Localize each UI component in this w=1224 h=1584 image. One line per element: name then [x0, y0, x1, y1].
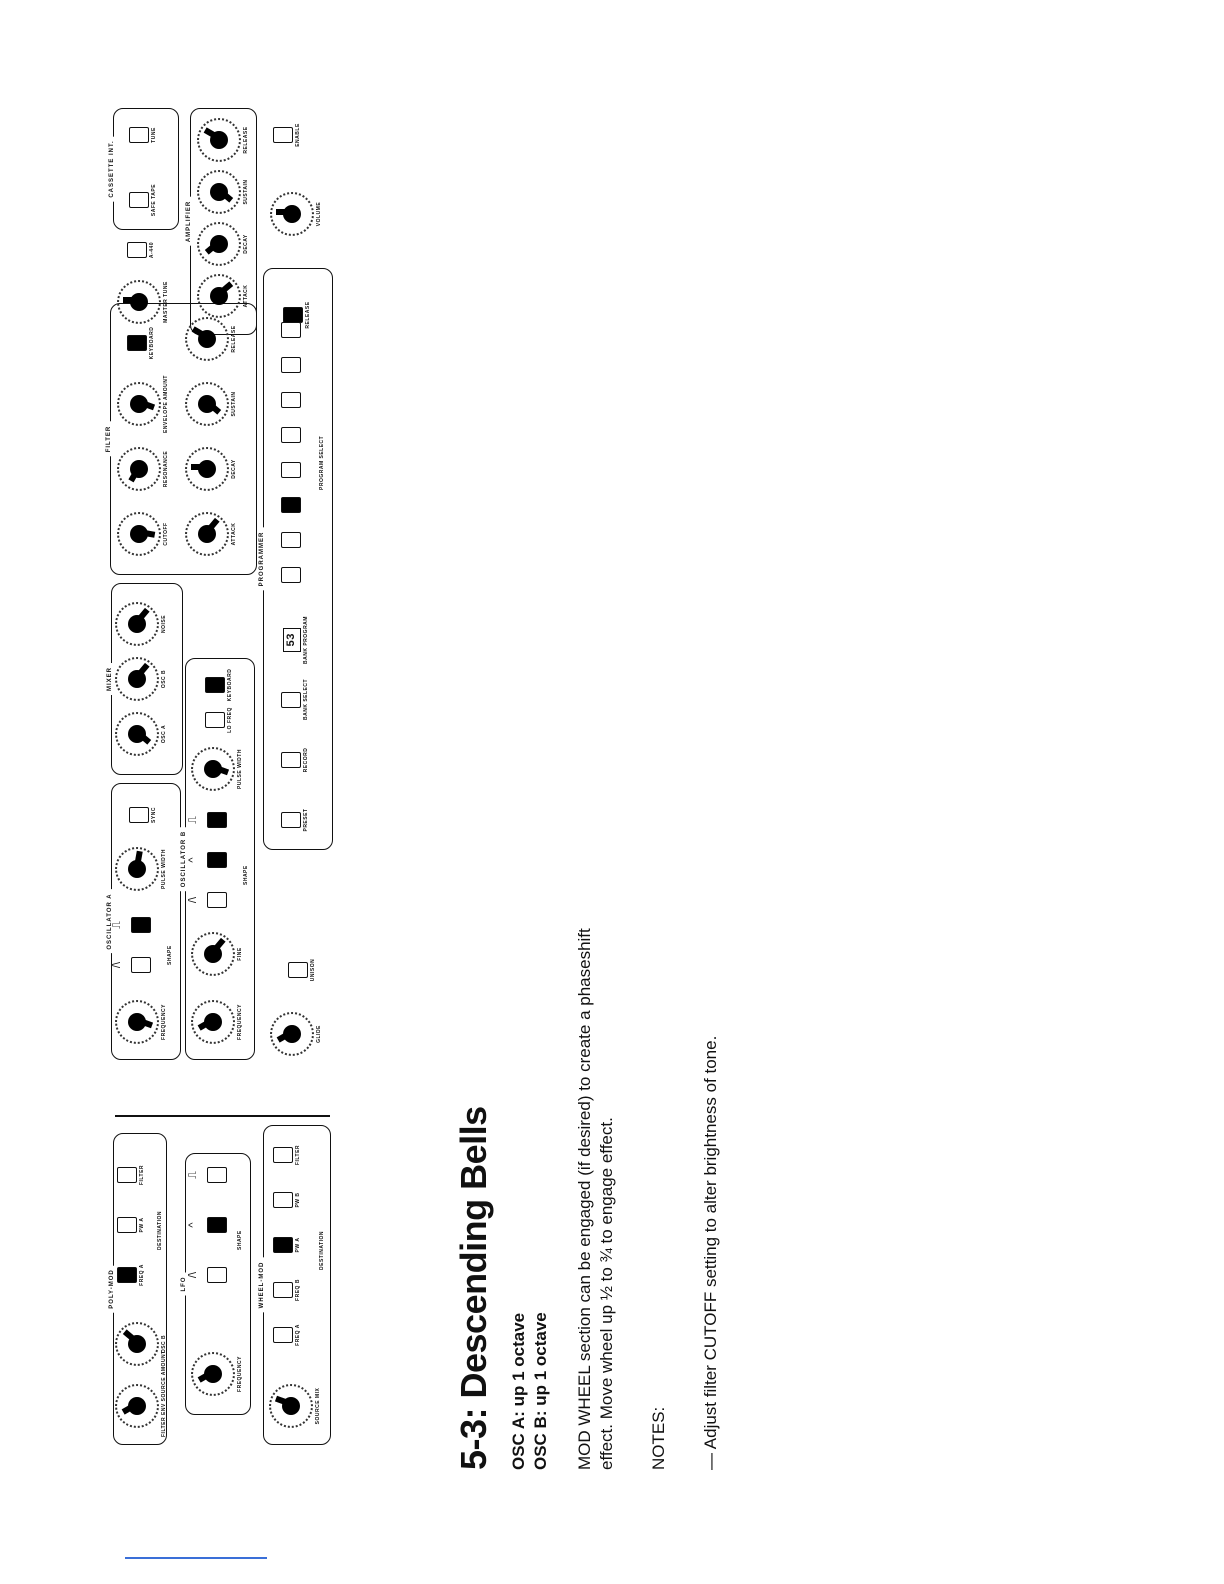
- mixer-osc-b-pointer: [135, 663, 150, 679]
- poly-mod-osc-b-label: OSC B: [161, 1334, 167, 1354]
- cassette-tune-switch[interactable]: [129, 127, 149, 143]
- unison-switch[interactable]: [288, 962, 308, 978]
- poly-mod-dest-2-label: FILTER: [139, 1164, 145, 1186]
- amplifier-title: AMPLIFIER: [184, 197, 194, 246]
- mixer-noise-knob[interactable]: [115, 602, 159, 646]
- program-select-3-control: [273, 485, 301, 525]
- lfo-shape-0-switch[interactable]: [207, 1267, 227, 1283]
- a440-control: [119, 230, 155, 270]
- osc-a-shape-pulse-control: [111, 905, 151, 945]
- poly-mod-dest-0-switch[interactable]: [117, 1267, 137, 1283]
- cassette-safe-label: SAFE TAPE: [151, 183, 157, 217]
- osc-a-shape-saw-switch[interactable]: [131, 957, 151, 973]
- record-label: RECORD: [303, 747, 309, 773]
- osc-a-sync-switch[interactable]: [129, 807, 149, 823]
- cassette-title: CASSETTE INT.: [107, 136, 117, 201]
- filter-knob-6-pointer: [192, 326, 209, 339]
- notes-header: NOTES:: [649, 1406, 668, 1470]
- wheel-mod-source-mix-control: [269, 1375, 321, 1437]
- poly-mod-osc-b-knob[interactable]: [115, 1322, 159, 1366]
- wheel-mod-dest-3-control: [265, 1180, 301, 1220]
- mixer-noise-control: [115, 593, 167, 655]
- mixer-osc-a-pointer: [135, 730, 151, 745]
- osc-b-shape-1-control: [187, 840, 227, 880]
- tune-switch-switch[interactable]: [273, 127, 293, 143]
- osc-b-lo-freq-control: [197, 700, 233, 740]
- osc-a-shape-label: SHAPE: [167, 945, 173, 965]
- poly-mod-title: POLY-MOD: [107, 1265, 117, 1312]
- amp-knob-2-knob[interactable]: [197, 170, 241, 214]
- osc-b-shape-1-switch[interactable]: [207, 852, 227, 868]
- osc-a-pulse-width-pointer: [134, 851, 143, 868]
- filter-title: FILTER: [104, 422, 114, 457]
- glide-control: [270, 1003, 322, 1065]
- paragraph-line-1: MOD WHEEL section can be engaged (if desired) to create a phaseshift: [575, 928, 594, 1470]
- volume-label: VOLUME: [316, 201, 322, 227]
- filter-knob-4-pointer: [191, 464, 207, 470]
- wheel-mod-dest-4-switch[interactable]: [273, 1147, 293, 1163]
- unison-control: [280, 950, 316, 990]
- osc-b-fine-control: [191, 923, 243, 985]
- filter-knob-4-control: [185, 438, 237, 500]
- unison-label: UNISON: [310, 958, 316, 982]
- osc-b-frequency-knob[interactable]: [191, 1000, 235, 1044]
- mixer-osc-b-label: OSC B: [161, 669, 167, 689]
- osc-b-setting: OSC B: up 1 octave: [531, 1312, 550, 1470]
- amp-knob-1-knob[interactable]: [197, 222, 241, 266]
- poly-mod-dest-0-control: [109, 1255, 145, 1295]
- lfo-frequency-control: [191, 1343, 243, 1405]
- osc-b-fine-knob[interactable]: [191, 932, 235, 976]
- preset-control: [273, 800, 309, 840]
- amp-knob-0-label: ATTACK: [243, 284, 249, 308]
- wheel-mod-source-mix-pointer: [275, 1396, 292, 1407]
- osc-b-pulse-width-control: [191, 738, 243, 800]
- filter-knob-1-pointer: [128, 466, 141, 483]
- lfo-shape-2-control: [187, 1155, 227, 1195]
- lfo-shape-0-control: [187, 1255, 227, 1295]
- osc-b-shape-label: SHAPE: [243, 865, 249, 885]
- osc-a-frequency-knob[interactable]: [115, 1000, 159, 1044]
- divider-line: [115, 1115, 330, 1117]
- preset-label: PRESET: [303, 808, 309, 832]
- wheel-mod-dest-2-control: [265, 1225, 301, 1265]
- poly-mod-dest-1-label: PW A: [139, 1217, 145, 1233]
- cassette-tune-label: TUNE: [151, 127, 157, 143]
- osc-b-keyboard-switch[interactable]: [205, 677, 225, 693]
- mixer-osc-a-label: OSC A: [161, 724, 167, 744]
- poly-mod-destination-label: DESTINATION: [157, 1210, 163, 1250]
- wheel-mod-dest-3-label: PW B: [295, 1192, 301, 1208]
- lfo-shape-0-wave-icon: /\: [187, 1271, 199, 1279]
- tune-switch-control: [265, 115, 301, 155]
- osc-b-title: OSCILLATOR B: [179, 827, 189, 891]
- record-control: [273, 740, 309, 780]
- paragraph-line-2: effect. Move wheel up ½ to ¾ to engage effect.: [597, 1117, 616, 1470]
- poly-mod-filter-env-control: [115, 1350, 167, 1437]
- section-title: 5-3: Descending Bells: [453, 1106, 494, 1470]
- osc-b-shape-1-wave-icon: ^: [187, 857, 199, 863]
- master-tune-knob[interactable]: [117, 280, 161, 324]
- lfo-shape-2-switch[interactable]: [207, 1167, 227, 1183]
- program-select-6-switch[interactable]: [281, 392, 301, 408]
- lfo-title: LFO: [179, 1273, 189, 1296]
- filter-knob-1-control: [117, 438, 169, 500]
- wheel-mod-dest-4-label: FILTER: [295, 1144, 301, 1166]
- program-select-7-control: [273, 345, 301, 385]
- poly-mod-filter-env-label: FILTER ENV SOURCE AMOUNT: [161, 1350, 167, 1437]
- wheel-mod-dest-1-label: FREQ B: [295, 1279, 301, 1301]
- release-label: RELEASE: [305, 301, 311, 329]
- release-control: [275, 295, 311, 335]
- filter-knob-2-control: [117, 373, 169, 435]
- program-display: 53: [283, 628, 301, 652]
- bank-program-label: BANK PROGRAM: [303, 616, 309, 664]
- filter-keyboard-label: KEYBOARD: [149, 326, 155, 360]
- osc-b-frequency-pointer: [198, 1017, 215, 1030]
- filter-knob-2-label: ENVELOPE AMOUNT: [163, 375, 169, 433]
- poly-mod-dest-1-control: [109, 1205, 145, 1245]
- glide-knob[interactable]: [270, 1012, 314, 1056]
- osc-b-fine-label: FINE: [237, 947, 243, 961]
- filter-knob-2-pointer: [138, 399, 155, 410]
- filter-knob-5-pointer: [205, 400, 221, 415]
- wheel-mod-title: WHEEL-MOD: [257, 1258, 267, 1313]
- program-select-6-control: [273, 380, 301, 420]
- volume-pointer: [276, 209, 292, 215]
- osc-b-shape-0-switch[interactable]: [207, 892, 227, 908]
- release-switch[interactable]: [283, 307, 303, 323]
- filter-knob-3-knob[interactable]: [185, 512, 229, 556]
- wheel-mod-source-mix-knob[interactable]: [269, 1384, 313, 1428]
- lfo-shape-1-control: [187, 1205, 227, 1245]
- a440-label: A-440: [149, 241, 155, 259]
- filter-knob-5-label: SUSTAIN: [231, 391, 237, 417]
- a440-switch[interactable]: [127, 242, 147, 258]
- osc-a-sync-label: SYNC: [151, 807, 157, 823]
- mixer-osc-a-knob[interactable]: [115, 712, 159, 756]
- osc-a-frequency-label: FREQUENCY: [161, 1004, 167, 1040]
- program-select-2-switch[interactable]: [281, 532, 301, 548]
- filter-knob-4-label: DECAY: [231, 459, 237, 479]
- osc-a-shape-saw-wave-icon: /\: [111, 961, 123, 969]
- wheel-mod-dest-1-control: [265, 1270, 301, 1310]
- amp-knob-2-pointer: [217, 188, 233, 203]
- note-item: — Adjust filter CUTOFF setting to alter brightness of tone.: [701, 1035, 720, 1470]
- osc-b-fine-pointer: [211, 938, 226, 954]
- osc-b-shape-2-switch[interactable]: [207, 812, 227, 828]
- volume-knob[interactable]: [270, 192, 314, 236]
- programmer-title: PROGRAMMER: [257, 528, 267, 591]
- poly-mod-dest-0-label: FREQ A: [139, 1264, 145, 1286]
- mixer-osc-a-control: [115, 703, 167, 765]
- osc-b-pulse-width-label: PULSE WIDTH: [237, 749, 243, 789]
- page-text-block: [452, 370, 752, 1470]
- master-tune-control: [117, 271, 169, 333]
- master-tune-label: MASTER TUNE: [163, 281, 169, 323]
- osc-a-frequency-control: [115, 991, 167, 1053]
- mixer-osc-b-knob[interactable]: [115, 657, 159, 701]
- wheel-mod-dest-2-label: PW A: [295, 1237, 301, 1253]
- osc-a-pulse-width-control: [115, 838, 167, 900]
- cassette-tune-control: [121, 115, 157, 155]
- tune-switch-label: ENABLE: [295, 123, 301, 147]
- osc-b-shape-2-control: [187, 800, 227, 840]
- wheel-mod-dest-0-control: [265, 1315, 301, 1355]
- osc-a-pulse-width-knob[interactable]: [115, 847, 159, 891]
- program-select-5-control: [273, 415, 301, 455]
- filter-knob-0-pointer: [138, 529, 155, 538]
- program-select-4-switch[interactable]: [281, 462, 301, 478]
- synth-panel-diagram: [105, 105, 340, 1445]
- osc-a-sync-control: [121, 795, 157, 835]
- lfo-shape-2-wave-icon: ⎍: [187, 1171, 199, 1179]
- mixer-osc-b-control: [115, 648, 167, 710]
- mixer-noise-label: NOISE: [161, 614, 167, 634]
- program-select-label: PROGRAM SELECT: [319, 435, 325, 490]
- filter-knob-6-label: RELEASE: [231, 325, 237, 353]
- osc-b-pulse-width-pointer: [212, 764, 229, 775]
- osc-b-shape-0-wave-icon: /\: [187, 896, 199, 904]
- filter-knob-0-knob[interactable]: [117, 512, 161, 556]
- osc-a-shape-pulse-switch[interactable]: [131, 917, 151, 933]
- filter-knob-0-label: CUTOFF: [163, 522, 169, 546]
- lfo-frequency-knob[interactable]: [191, 1352, 235, 1396]
- filter-keyboard-switch[interactable]: [127, 335, 147, 351]
- program-select-4-control: [273, 450, 301, 490]
- osc-b-lo-freq-switch[interactable]: [205, 712, 225, 728]
- program-select-1-control: [273, 555, 301, 595]
- lfo-shape-1-wave-icon: ^: [187, 1222, 199, 1228]
- amp-knob-3-control: [197, 109, 249, 171]
- filter-knob-5-knob[interactable]: [185, 382, 229, 426]
- osc-b-shape-0-control: [187, 880, 227, 920]
- volume-control: [270, 183, 322, 245]
- osc-a-pulse-width-label: PULSE WIDTH: [161, 849, 167, 889]
- lfo-frequency-pointer: [198, 1369, 215, 1382]
- wheel-mod-dest-4-control: [265, 1135, 301, 1175]
- wheel-mod-dest-3-switch[interactable]: [273, 1192, 293, 1208]
- program-select-5-switch[interactable]: [281, 427, 301, 443]
- osc-a-shape-saw-control: [111, 945, 151, 985]
- program-display-control: [273, 615, 309, 665]
- bank-select-label: BANK SELECT: [303, 678, 309, 720]
- amp-knob-1-pointer: [205, 240, 221, 255]
- cassette-safe-control: [121, 180, 157, 220]
- lfo-shape-1-switch[interactable]: [207, 1217, 227, 1233]
- program-select-2-control: [273, 520, 301, 560]
- record-switch[interactable]: [281, 752, 301, 768]
- filter-knob-2-knob[interactable]: [117, 382, 161, 426]
- program-select-3-switch[interactable]: [281, 497, 301, 513]
- poly-mod-filter-env-pointer: [122, 1401, 139, 1414]
- preset-switch[interactable]: [281, 812, 301, 828]
- footer-rule: [125, 1557, 267, 1559]
- lfo-shape-label: SHAPE: [237, 1230, 243, 1250]
- filter-knob-3-control: [185, 503, 237, 565]
- amp-knob-0-pointer: [217, 281, 233, 296]
- osc-b-shape-2-wave-icon: ⎍: [187, 816, 199, 824]
- poly-mod-dest-2-switch[interactable]: [117, 1167, 137, 1183]
- bank-select-control: [273, 680, 309, 720]
- filter-knob-3-pointer: [205, 518, 220, 534]
- osc-b-keyboard-label: KEYBOARD: [227, 668, 233, 702]
- amp-knob-3-pointer: [204, 127, 221, 140]
- amp-knob-0-knob[interactable]: [197, 274, 241, 318]
- osc-a-setting: OSC A: up 1 octave: [509, 1312, 528, 1470]
- program-select-7-switch[interactable]: [281, 357, 301, 373]
- mixer-title: MIXER: [105, 663, 115, 695]
- poly-mod-osc-b-control: [115, 1313, 167, 1375]
- poly-mod-dest-1-switch[interactable]: [117, 1217, 137, 1233]
- wheel-mod-destination-label: DESTINATION: [319, 1230, 325, 1270]
- wheel-mod-dest-2-switch[interactable]: [273, 1237, 293, 1253]
- wheel-mod-dest-1-switch[interactable]: [273, 1282, 293, 1298]
- filter-knob-4-knob[interactable]: [185, 447, 229, 491]
- wheel-mod-dest-0-label: FREQ A: [295, 1324, 301, 1346]
- filter-knob-1-knob[interactable]: [117, 447, 161, 491]
- osc-b-lo-freq-label: LO FREQ: [227, 707, 233, 733]
- poly-mod-dest-2-control: [109, 1155, 145, 1195]
- osc-a-shape-pulse-wave-icon: ⎍: [111, 921, 123, 929]
- program-select-1-switch[interactable]: [281, 567, 301, 583]
- filter-knob-5-control: [185, 373, 237, 435]
- cassette-safe-switch[interactable]: [129, 192, 149, 208]
- osc-b-pulse-width-knob[interactable]: [191, 747, 235, 791]
- poly-mod-filter-env-knob[interactable]: [115, 1384, 159, 1428]
- bank-select-switch[interactable]: [281, 692, 301, 708]
- osc-b-keyboard-control: [197, 665, 233, 705]
- amp-knob-3-label: RELEASE: [243, 126, 249, 154]
- osc-b-frequency-label: FREQUENCY: [237, 1004, 243, 1040]
- wheel-mod-dest-0-switch[interactable]: [273, 1327, 293, 1343]
- mixer-noise-pointer: [135, 608, 150, 624]
- amp-knob-1-label: DECAY: [243, 234, 249, 254]
- osc-b-frequency-control: [191, 991, 243, 1053]
- filter-knob-1-label: RESONANCE: [163, 450, 169, 488]
- amp-knob-2-label: SUSTAIN: [243, 179, 249, 205]
- osc-a-title: OSCILLATOR A: [105, 889, 115, 953]
- wheel-mod-source-mix-label: SOURCE MIX: [315, 1387, 321, 1425]
- glide-label: GLIDE: [316, 1025, 322, 1043]
- osc-a-frequency-pointer: [136, 1017, 153, 1028]
- filter-knob-3-label: ATTACK: [231, 522, 237, 546]
- lfo-frequency-label: FREQUENCY: [237, 1356, 243, 1392]
- amp-knob-3-knob[interactable]: [197, 118, 241, 162]
- glide-pointer: [277, 1029, 294, 1042]
- master-tune-pointer: [123, 297, 139, 303]
- poly-mod-osc-b-pointer: [123, 1329, 139, 1344]
- filter-knob-0-control: [117, 503, 169, 565]
